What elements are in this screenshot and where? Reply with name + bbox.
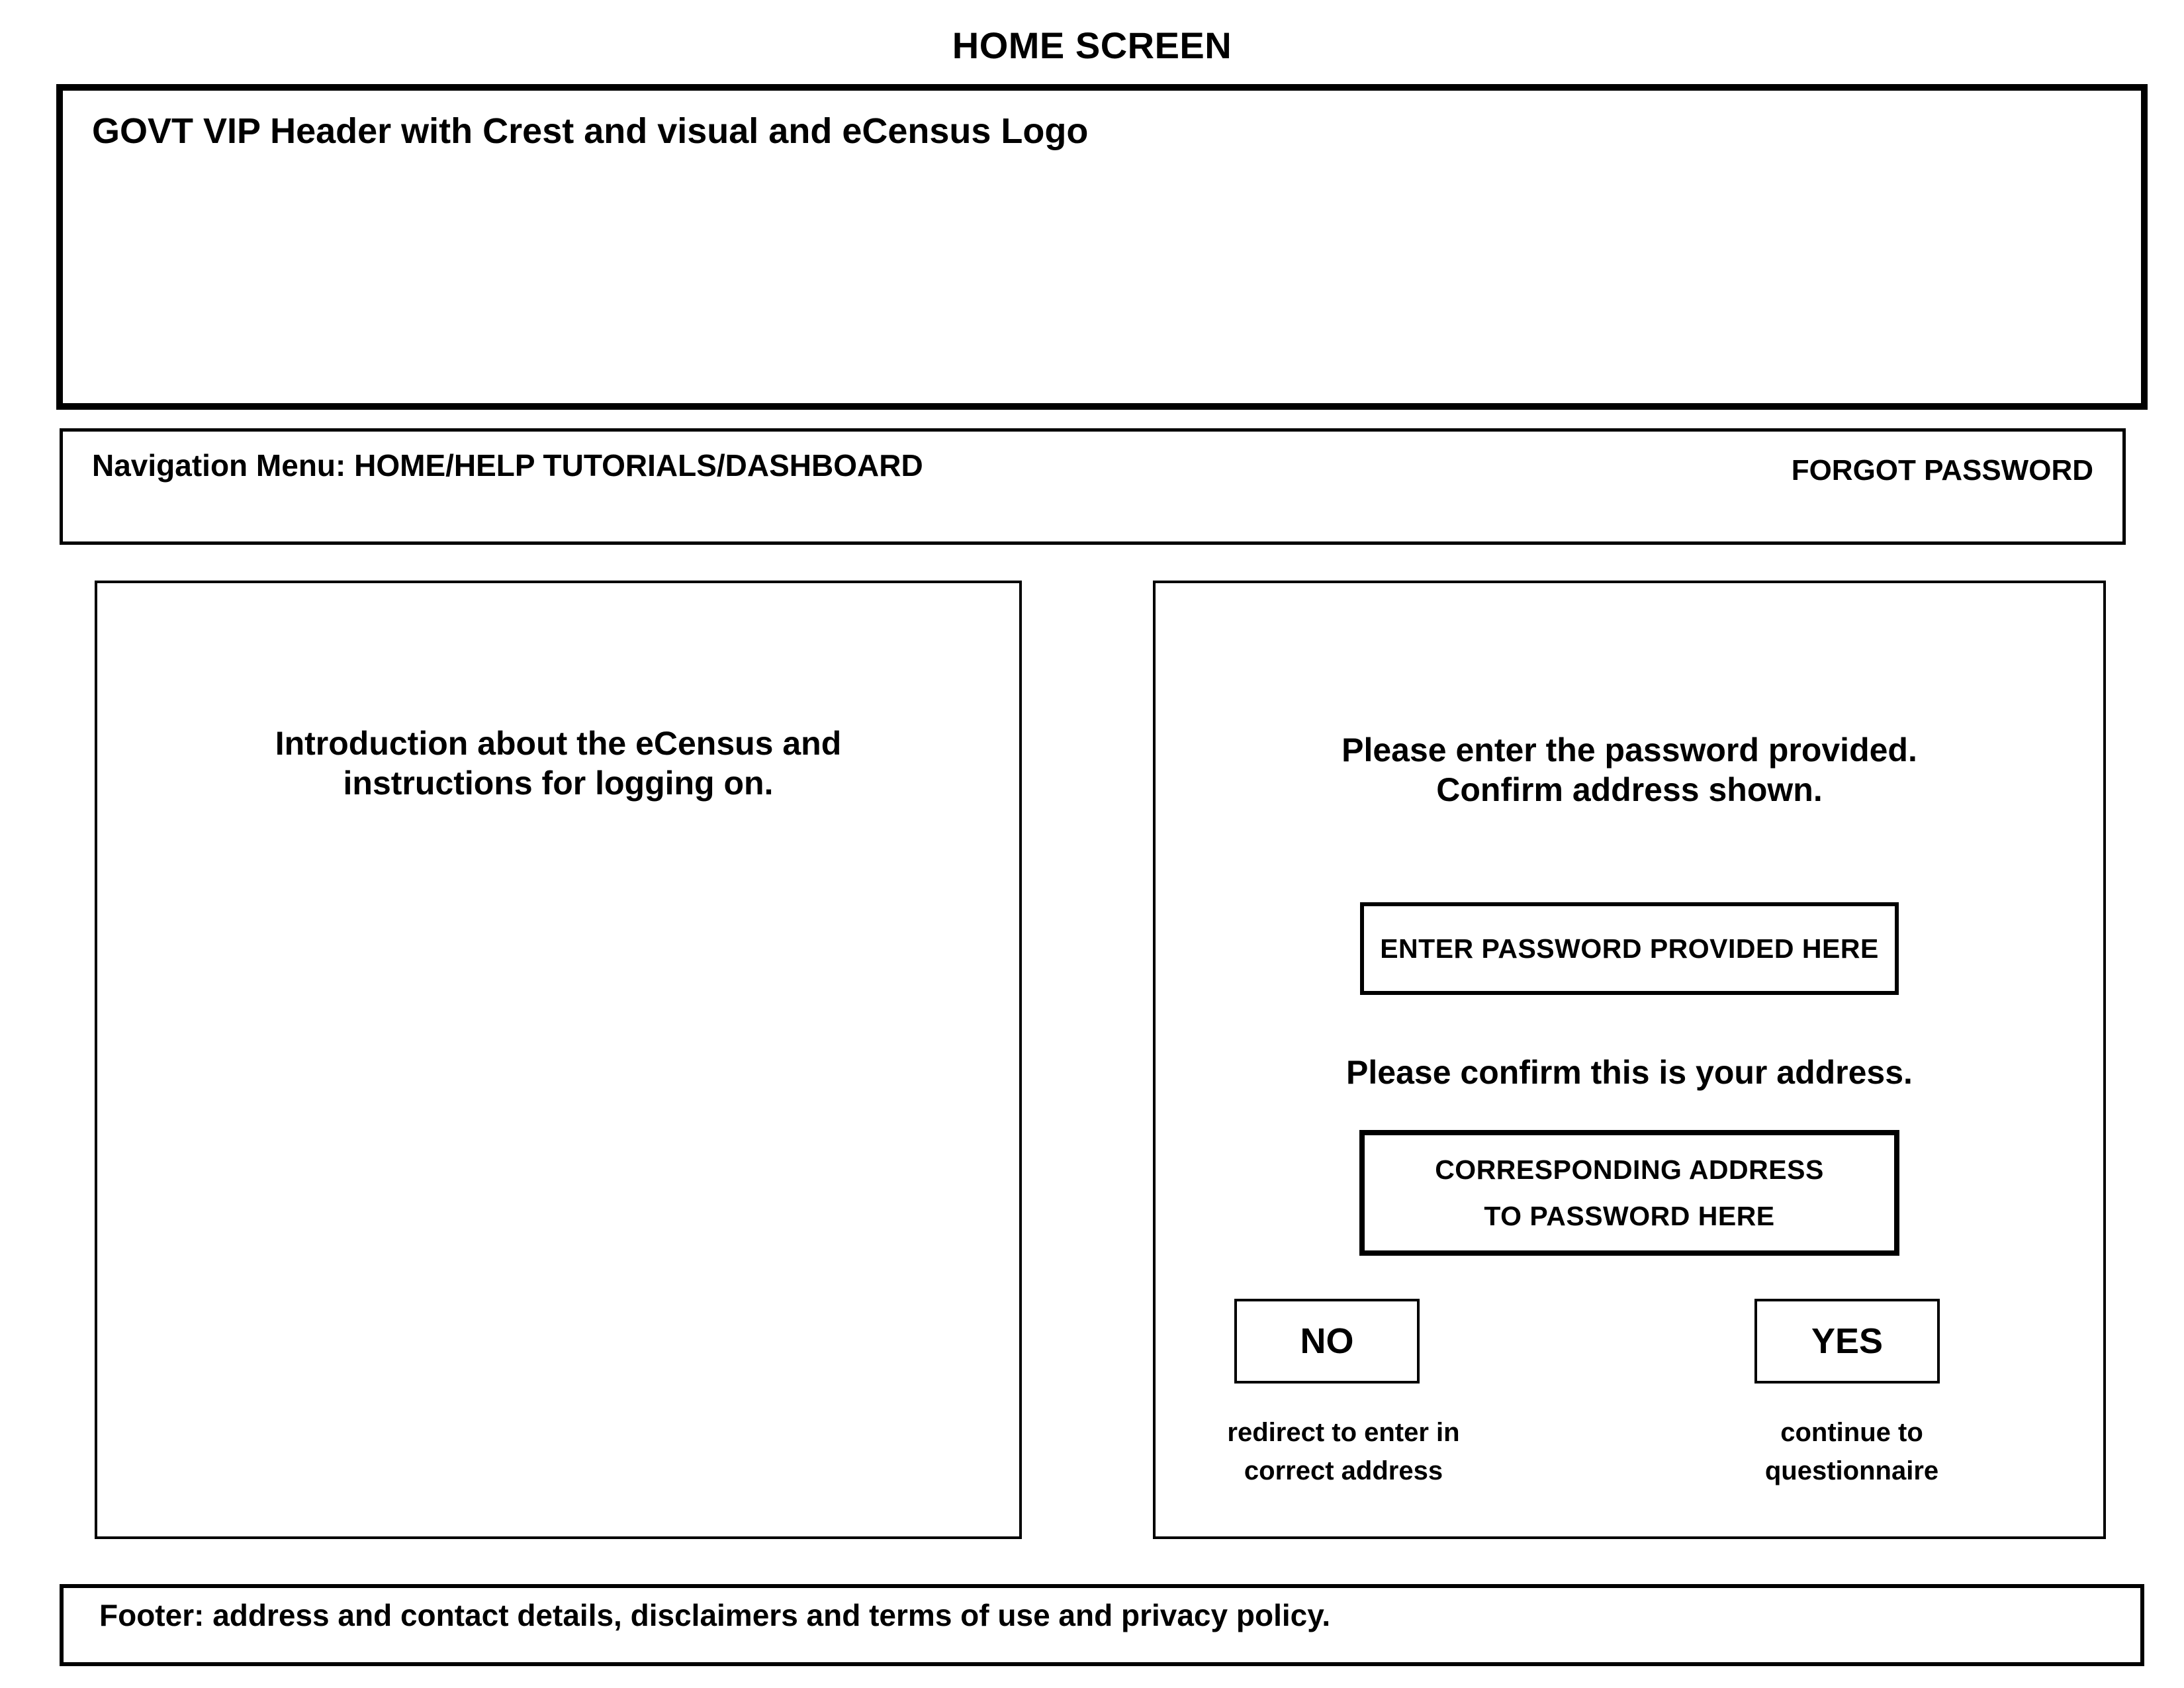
- govt-header-label: GOVT VIP Header with Crest and visual and eCensus Logo: [92, 111, 1089, 151]
- forgot-password-link[interactable]: FORGOT PASSWORD: [1791, 454, 2093, 487]
- password-input[interactable]: [1360, 902, 1899, 995]
- page-title: HOME SCREEN: [952, 24, 1232, 66]
- footer-label: Footer: address and contact details, disclaimers and terms of use and privacy policy.: [99, 1598, 1331, 1632]
- login-heading: [1156, 730, 2103, 810]
- footer-bar: [60, 1584, 2144, 1666]
- no-caption-line2: correct address: [1244, 1456, 1443, 1485]
- intro-text-line1: Introduction about the eCensus and: [275, 725, 842, 762]
- address-display-line1: CORRESPONDING ADDRESS: [1435, 1154, 1824, 1185]
- no-caption-line1: redirect to enter in: [1227, 1418, 1460, 1447]
- no-button[interactable]: NO: [1234, 1299, 1420, 1383]
- yes-button-caption: [1700, 1413, 2004, 1490]
- intro-text: [97, 724, 1019, 803]
- address-display: [1359, 1130, 1899, 1256]
- login-heading-line2: Confirm address shown.: [1436, 771, 1823, 808]
- yes-caption-line2: questionnaire: [1764, 1456, 1939, 1485]
- navigation-bar: [60, 428, 2126, 545]
- password-input-placeholder: ENTER PASSWORD PROVIDED HERE: [1380, 933, 1879, 964]
- login-panel: [1153, 581, 2106, 1539]
- intro-text-line2: instructions for logging on.: [343, 765, 774, 802]
- address-display-line2: TO PASSWORD HERE: [1484, 1201, 1775, 1231]
- govt-header-banner: [56, 84, 2148, 410]
- yes-caption-line1: continue to: [1780, 1418, 1923, 1447]
- login-heading-line1: Please enter the password provided.: [1342, 731, 1917, 769]
- yes-button[interactable]: YES: [1754, 1299, 1940, 1383]
- confirm-address-prompt: Please confirm this is your address.: [1346, 1054, 1913, 1091]
- intro-panel: [95, 581, 1022, 1539]
- no-button-caption: [1191, 1413, 1496, 1490]
- nav-menu-items[interactable]: Navigation Menu: HOME/HELP TUTORIALS/DASHBOARD: [92, 448, 923, 483]
